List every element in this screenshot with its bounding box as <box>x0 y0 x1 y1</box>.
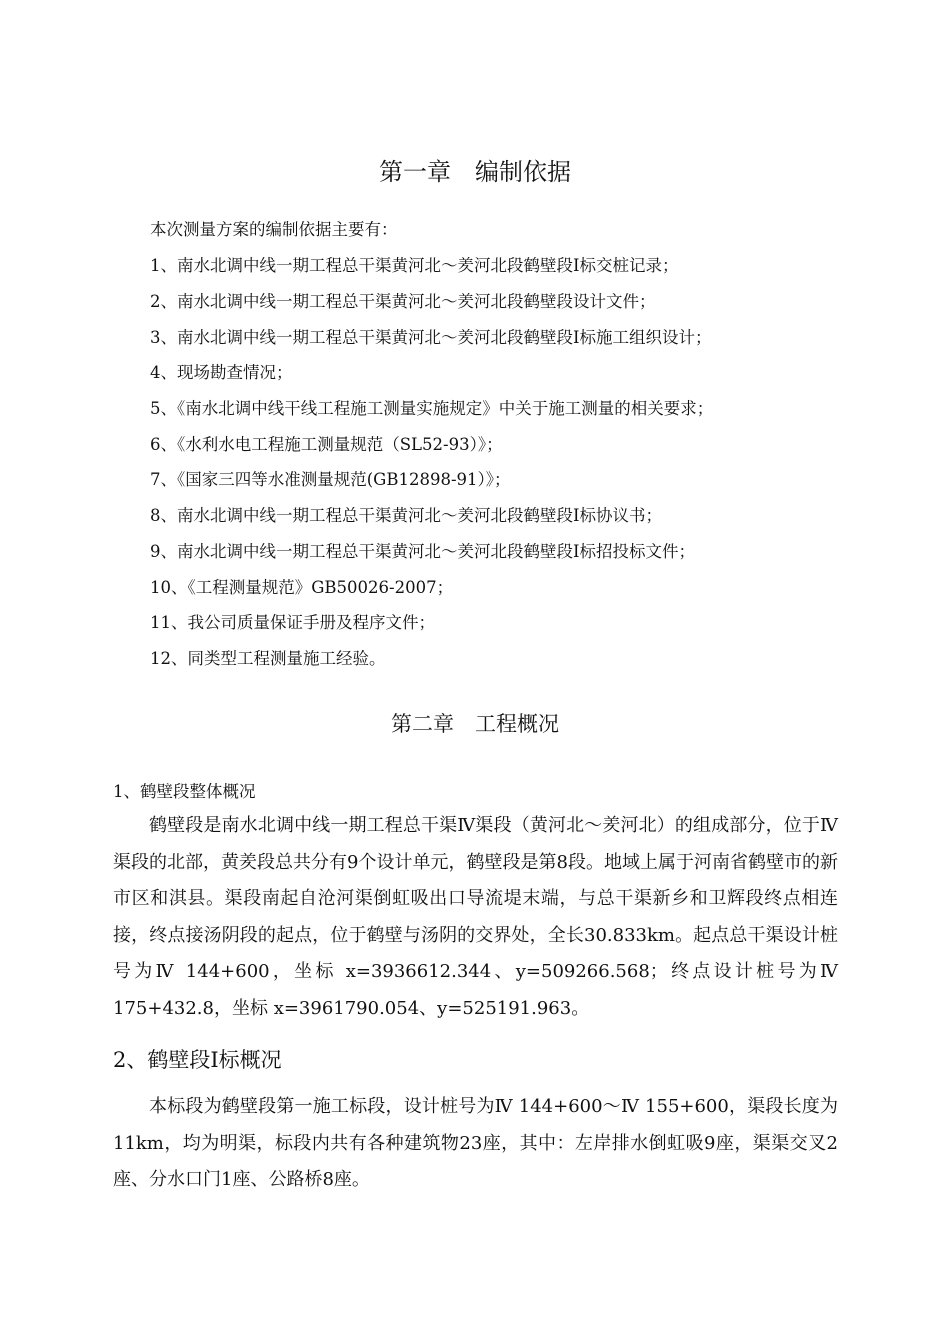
basis-item-3: 3、南水北调中线一期工程总干渠黄河北～羑河北段鹤壁段Ⅰ标施工组织设计； <box>150 328 712 347</box>
chapter1-title: 第一章 编制依据 <box>379 158 571 186</box>
basis-item-12: 12、同类型工程测量施工经验。 <box>150 649 386 668</box>
basis-item-2: 2、南水北调中线一期工程总干渠黄河北～羑河北段鹤壁段设计文件； <box>150 292 656 311</box>
basis-item-5: 5、《南水北调中线干线工程施工测量实施规定》中关于施工测量的相关要求； <box>150 399 714 418</box>
basis-item-7: 7、《国家三四等水准测量规范(GB12898-91）》； <box>150 470 511 489</box>
chapter1-intro: 本次测量方案的编制依据主要有： <box>150 220 398 239</box>
basis-item-6: 6、《水利水电工程施工测量规范（SL52-93）》； <box>150 435 503 454</box>
basis-item-8: 8、南水北调中线一期工程总干渠黄河北～羑河北段鹤壁段Ⅰ标协议书； <box>150 506 663 525</box>
section2-paragraph: 本标段为鹤壁段第一施工标段，设计桩号为Ⅳ 144+600～Ⅳ 155+600，渠段长度为11km，均为明渠，标段内共有各种建筑物23座，其中：左岸排水倒虹吸9座，渠渠交叉2座、分水口门1座、公路桥8座。 <box>113 1096 838 1190</box>
basis-item-11: 11、我公司质量保证手册及程序文件； <box>150 613 435 632</box>
section1-heading: 1、鹤壁段整体概况 <box>113 782 256 801</box>
basis-item-10: 10、《工程测量规范》GB50026-2007； <box>150 578 454 597</box>
section1-paragraph: 鹤壁段是南水北调中线一期工程总干渠Ⅳ渠段（黄河北～羑河北）的组成部分，位于Ⅳ渠段的北部，黄羑段总共分有9个设计单元，鹤壁段是第8段。地域上属于河南省鹤壁市的新市区和淇县。渠段南起自沧河渠倒虹吸出口导流堤末端，与总干渠新乡和卫辉段终点相连接，终点接汤阴段的起点，位于鹤壁与汤阴的交界处，全长30.833km。起点总干渠设计桩号为Ⅳ 144+600，坐标 x=3936612.344、y=509266.568；终点设计桩号为Ⅳ 175+432.8，坐标 x=3961790.054、y=525191.963。 <box>113 815 838 1019</box>
section2-heading: 2、鹤壁段Ⅰ标概况 <box>113 1048 282 1072</box>
chapter2-title: 第二章 工程概况 <box>391 712 559 736</box>
basis-item-1: 1、南水北调中线一期工程总干渠黄河北～羑河北段鹤壁段Ⅰ标交桩记录； <box>150 256 679 275</box>
basis-item-4: 4、现场勘查情况； <box>150 363 293 382</box>
basis-item-9: 9、南水北调中线一期工程总干渠黄河北～羑河北段鹤壁段Ⅰ标招投标文件； <box>150 542 696 561</box>
